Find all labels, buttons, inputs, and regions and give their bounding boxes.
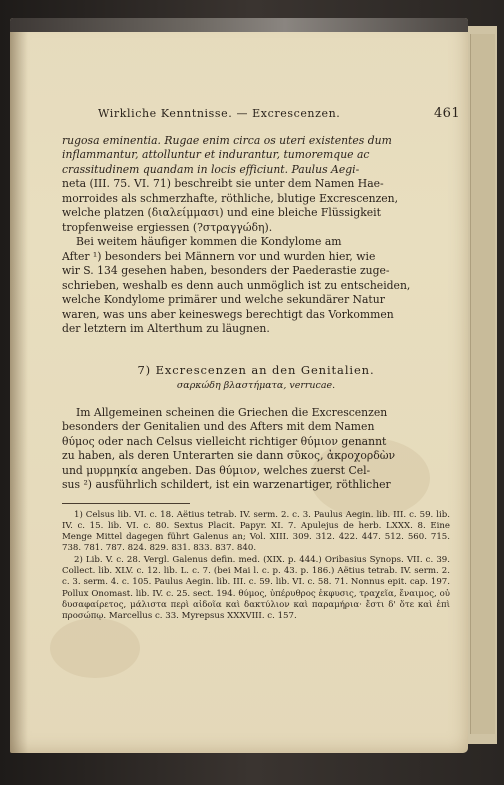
body-line: crassitudinem quandam in locis efficiunt. Paulus Aegi- xyxy=(62,162,360,176)
body-line: After ¹) besonders bei Männern vor und wurden hier, wie xyxy=(62,249,376,263)
body-line: rugosa eminentia. Rugae enim circa os uteri existentes dum xyxy=(62,133,392,147)
running-head xyxy=(62,106,460,122)
section-line: besonders der Genitalien und des Afters mit dem Namen xyxy=(62,420,375,433)
footnote-1: 1) Celsus lib. VI. c. 18. Aëtius tetrab. IV. serm. 2. c. 3. Paulus Aegin. lib. III. c. 59. lib. IV. c. 15. lib. VI. c. 80. Sextus Placit. Papyr. XI. 7. Apulejus de herb. LXXX. 8. Eine Menge Mittel dagegen führt Galenus an; Vol. XIII. 309. 312. 422. 447. 512. 560. 715. 738. 781. 787. 824. 829. 831. 833. 837. 840. xyxy=(62,509,450,554)
section-line: sus ²) ausführlich schildert, ist ein warzenartiger, röthlicher xyxy=(62,478,391,491)
footnote-rule xyxy=(62,503,190,504)
body-line: Bei weitem häufiger kommen die Kondylome am xyxy=(76,235,342,248)
body-line: waren, was uns aber keineswegs berechtigt das Vorkommen xyxy=(62,307,394,321)
section-line: und μυρμηκία angeben. Das θύμιον, welches zuerst Cel- xyxy=(62,463,371,477)
section-subheading: σαρκώδη βλαστήματα, verrucae. xyxy=(176,380,336,391)
page-top-edge xyxy=(10,18,468,32)
running-head-title: Wirkliche Kenntnisse. — Excrescenzen. xyxy=(98,107,341,120)
section-line: zu haben, als deren Unterarten sie dann σῦκος, ἀκροχορδὼν xyxy=(62,449,396,462)
footnote-2: 2) Lib. V. c. 28. Vergl. Galenus defin. med. (XIX. p. 444.) Oribasius Synops. VII. c. 39. Collect. lib. XLV. c. 12. lib. L. c. 7. (bei Mai l. c. p. 43. p. 186.) Aëtius tetrab. IV. serm. 2. c. 3. serm. 4. c. 105. Paulus Aegin. lib. III. c. 59. lib. VI. c. 58. 71. Nonnus epit. cap. 197. Pollux Onomast. lib. IV. c. 25. sect. 194. θύμος, ὑπέρυθρος ἐκφυσις, τραχεῖα, ἔναιμος, οὐ δυσαφαίρετος, μάλιστα περὶ αἰδοῖα καὶ δακτύλιον καὶ παραμήρια· ἔστι δ' ὅτε καὶ ἐπὶ προσώπῳ. Marcellus c. 33. Myrepsus XXXVIII. c. 157. xyxy=(62,554,450,622)
section-line: θύμος oder nach Celsus vielleicht richtiger θύμιον genannt xyxy=(62,434,387,448)
section-text xyxy=(62,406,450,493)
body-line: welche Kondylome primärer und welche sekundärer Natur xyxy=(62,293,385,306)
body-line: welche platzen (διαλείμμασι) und eine bleiche Flüssigkeit xyxy=(62,206,381,219)
body-line: wir S. 134 gesehen haben, besonders der Paederastie zuge- xyxy=(62,264,390,277)
body-line: inflammantur, attolluntur et indurantur, tumoremque ac xyxy=(62,148,370,161)
section-heading: 7) Excrescenzen an den Genitalien. xyxy=(137,362,375,377)
section-line: Im Allgemeinen scheinen die Griechen die Excrescenzen xyxy=(76,405,388,419)
page-number: 461 xyxy=(433,106,460,121)
body-line: tropfenweise ergiessen (?στραγγώδη). xyxy=(62,220,273,234)
text-block xyxy=(62,106,460,622)
body-text xyxy=(62,134,450,337)
body-line: morroides als schmerzhafte, röthliche, blutige Excrescenzen, xyxy=(62,191,399,205)
page-gutter-shadow xyxy=(10,32,28,753)
body-line: der letztern im Alterthum zu läugnen. xyxy=(62,322,270,335)
paper-stain xyxy=(50,618,140,678)
page-stack-edge-inner xyxy=(470,34,495,734)
body-line: schrieben, weshalb es denn auch unmöglich ist zu entscheiden, xyxy=(62,278,411,292)
footnotes xyxy=(62,510,450,623)
book-page xyxy=(10,18,468,753)
body-line: neta (III. 75. VI. 71) beschreibt sie unter dem Namen Hae- xyxy=(62,177,384,190)
